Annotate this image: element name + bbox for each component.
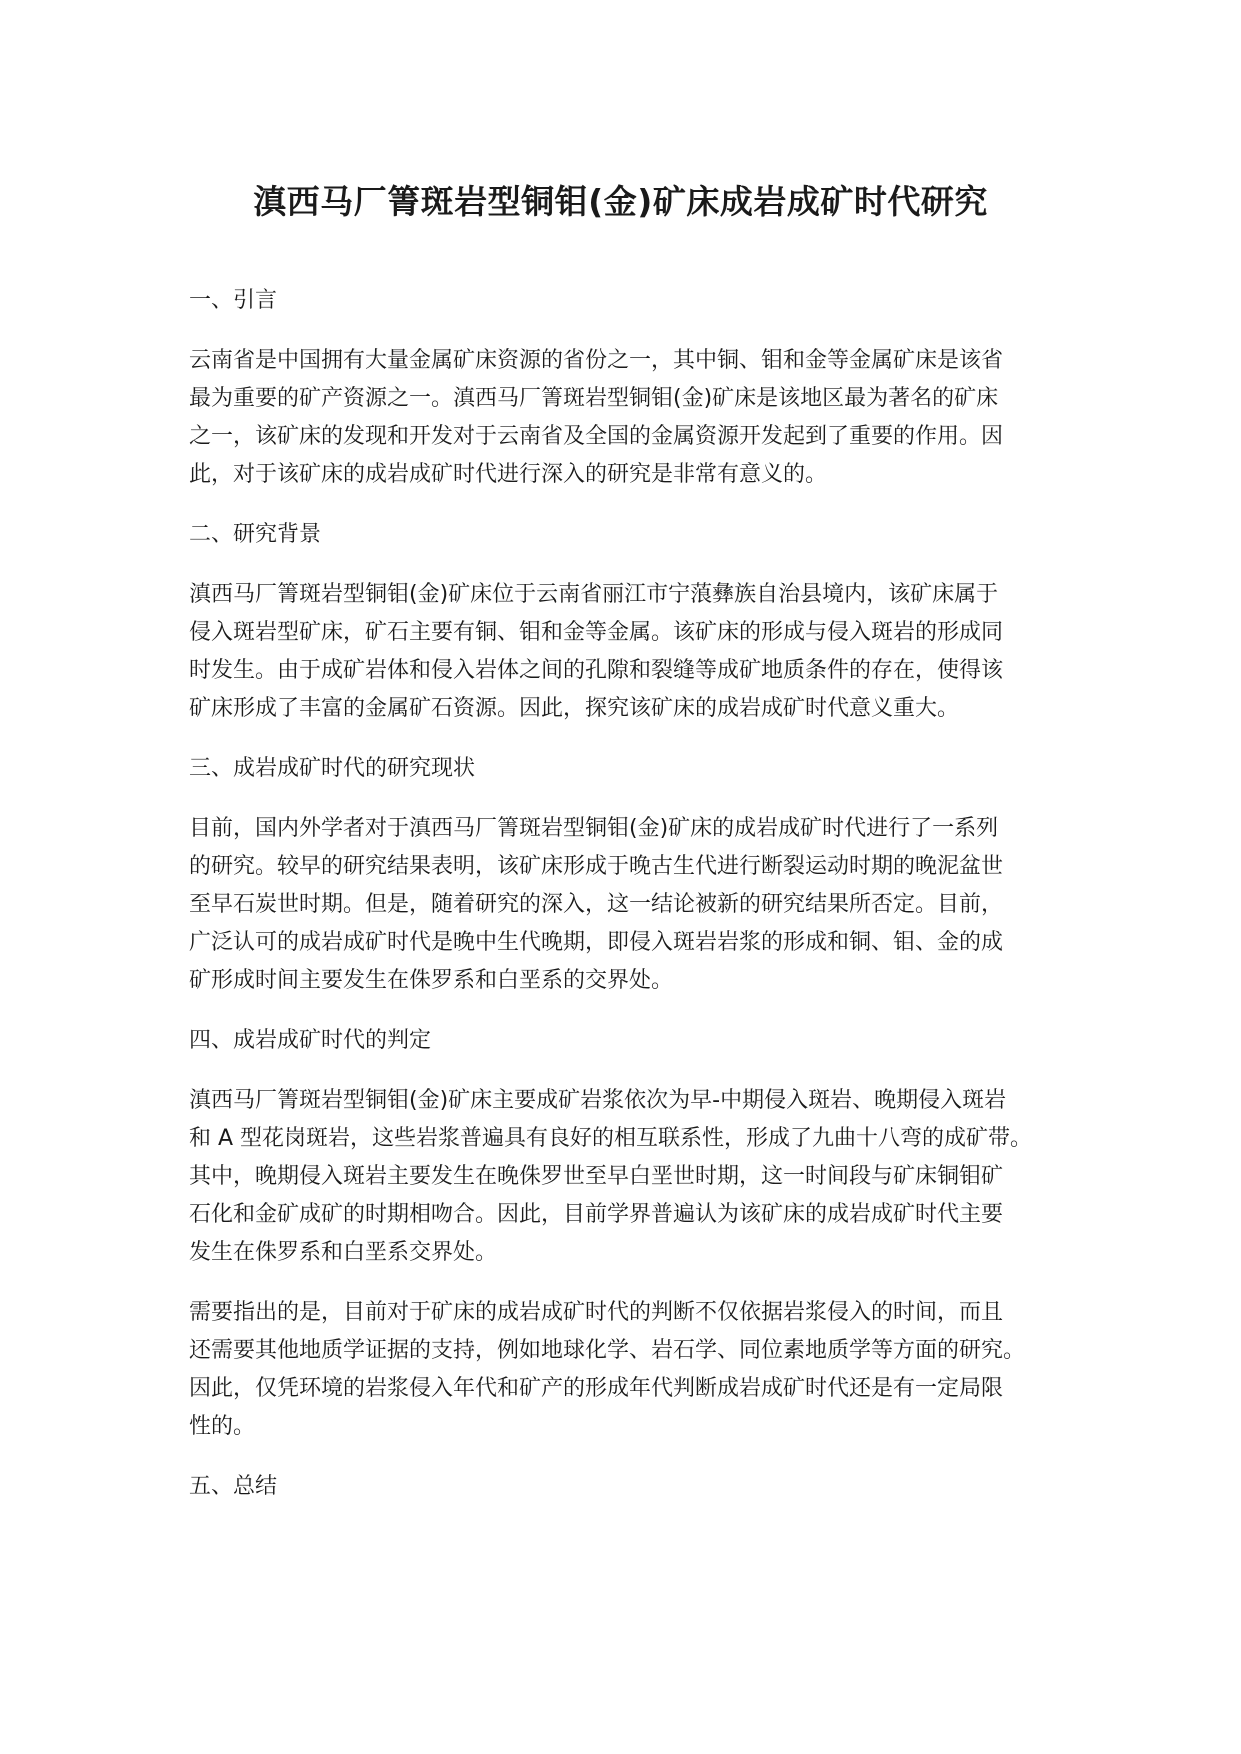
text-line: 矿形成时间主要发生在侏罗系和白垩系的交界处。	[189, 968, 674, 993]
paragraph-research-status	[189, 810, 1069, 1000]
section-heading-summary: 五、总结	[189, 1474, 278, 1499]
paragraph-determination-2	[189, 1294, 1069, 1446]
text-line: 此，对于该矿床的成岩成矿时代进行深入的研究是非常有意义的。	[189, 462, 828, 487]
text-line: 其中，晚期侵入斑岩主要发生在晚侏罗世至早白垩世时期，这一时间段与矿床铜钼矿	[189, 1164, 1004, 1189]
text-line: 因此，仅凭环境的岩浆侵入年代和矿产的形成年代判断成岩成矿时代还是有一定局限	[189, 1376, 1004, 1401]
text-line: 的研究。较早的研究结果表明，该矿床形成于晚古生代进行断裂运动时期的晚泥盆世	[189, 854, 1004, 879]
text-line: 发生在侏罗系和白垩系交界处。	[189, 1240, 498, 1265]
section-heading-background: 二、研究背景	[189, 522, 322, 547]
text-line: 矿床形成了丰富的金属矿石资源。因此，探究该矿床的成岩成矿时代意义重大。	[189, 696, 960, 721]
document-body	[189, 282, 1069, 1528]
paragraph-introduction	[189, 342, 1069, 494]
text-line: 性的。	[189, 1414, 256, 1439]
section-heading-determination: 四、成岩成矿时代的判定	[189, 1028, 432, 1053]
text-line: 侵入斑岩型矿床，矿石主要有铜、钼和金等金属。该矿床的形成与侵入斑岩的形成同	[189, 620, 1004, 645]
text-line: 云南省是中国拥有大量金属矿床资源的省份之一，其中铜、钼和金等金属矿床是该省	[189, 348, 1004, 373]
text-line: 广泛认可的成岩成矿时代是晚中生代晚期，即侵入斑岩岩浆的形成和铜、钼、金的成	[189, 930, 1004, 955]
text-line: 滇西马厂箐斑岩型铜钼(金)矿床主要成矿岩浆依次为早-中期侵入斑岩、晚期侵入斑岩	[189, 1088, 1007, 1113]
section-heading-research-status: 三、成岩成矿时代的研究现状	[189, 756, 476, 781]
paragraph-determination-1	[189, 1082, 1069, 1272]
text-line: 需要指出的是，目前对于矿床的成岩成矿时代的判断不仅依据岩浆侵入的时间，而且	[189, 1300, 1004, 1325]
document-title: 滇西马厂箐斑岩型铜钼(金)矿床成岩成矿时代研究	[253, 182, 988, 221]
text-line: 和 A 型花岗斑岩，这些岩浆普遍具有良好的相互联系性，形成了九曲十八弯的成矿带。	[189, 1126, 1033, 1151]
text-line: 之一，该矿床的发现和开发对于云南省及全国的金属资源开发起到了重要的作用。因	[189, 424, 1004, 449]
text-line: 还需要其他地质学证据的支持，例如地球化学、岩石学、同位素地质学等方面的研究。	[189, 1338, 1026, 1363]
text-line: 至早石炭世时期。但是，随着研究的深入，这一结论被新的研究结果所否定。目前，	[189, 892, 1004, 917]
text-line: 滇西马厂箐斑岩型铜钼(金)矿床位于云南省丽江市宁蒗彝族自治县境内，该矿床属于	[189, 582, 999, 607]
section-heading-introduction: 一、引言	[189, 288, 278, 313]
text-line: 石化和金矿成矿的时期相吻合。因此，目前学界普遍认为该矿床的成岩成矿时代主要	[189, 1202, 1004, 1227]
text-line: 目前，国内外学者对于滇西马厂箐斑岩型铜钼(金)矿床的成岩成矿时代进行了一系列	[189, 816, 999, 841]
text-line: 时发生。由于成矿岩体和侵入岩体之间的孔隙和裂缝等成矿地质条件的存在，使得该	[189, 658, 1004, 683]
text-line: 最为重要的矿产资源之一。滇西马厂箐斑岩型铜钼(金)矿床是该地区最为著名的矿床	[189, 386, 999, 411]
paragraph-background	[189, 576, 1069, 728]
